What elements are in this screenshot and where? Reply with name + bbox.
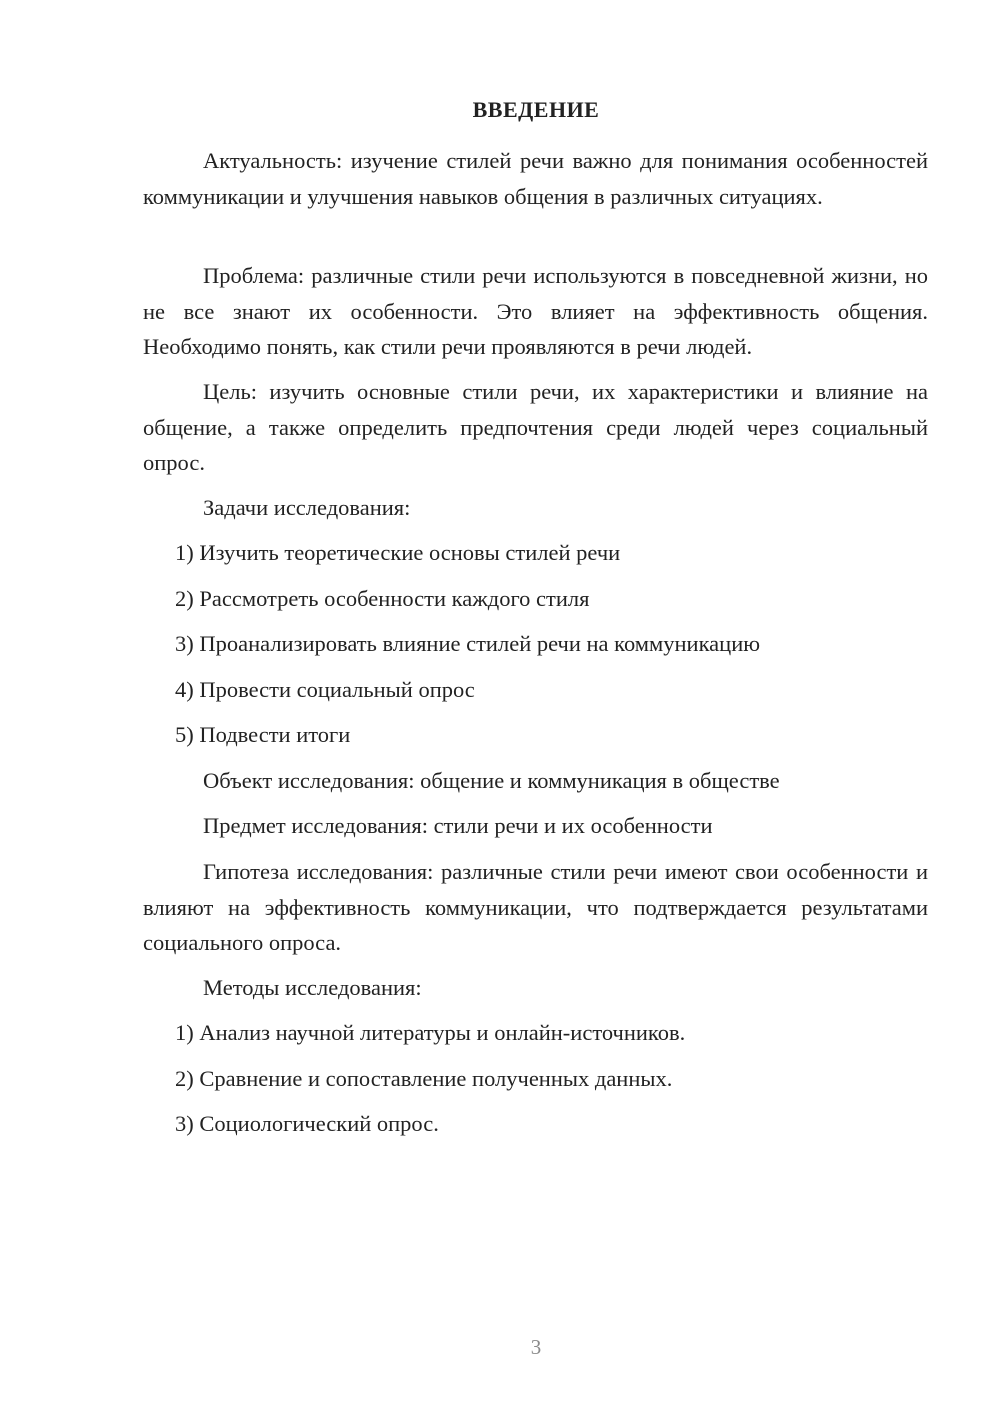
relevance-paragraph: Актуальность: изучение стилей речи важно для понимания особенностей коммуникации и улучшения навыков общения в различных ситуациях. bbox=[143, 148, 928, 209]
task-item: 3) Проанализировать влияние стилей речи на коммуникацию bbox=[175, 631, 761, 656]
problem-paragraph: Проблема: различные стили речи используются в повседневной жизни, но не все знают их особенности. Это влияет на эффективность общения. Необходимо понять, как стили речи проявляются в речи людей. bbox=[143, 263, 928, 359]
section-heading: ВВЕДЕНИЕ bbox=[472, 97, 600, 122]
tasks-title: Задачи исследования: bbox=[203, 495, 411, 520]
page-number: 3 bbox=[530, 1335, 542, 1359]
method-item: 1) Анализ научной литературы и онлайн-источников. bbox=[175, 1020, 686, 1045]
method-item: 3) Социологический опрос. bbox=[175, 1111, 439, 1136]
hypothesis-paragraph: Гипотеза исследования: различные стили речи имеют свои особенности и влияют на эффективность коммуникации, что подтверждается результатами социального опроса. bbox=[143, 859, 928, 955]
task-item: 5) Подвести итоги bbox=[175, 722, 351, 747]
task-item: 4) Провести социальный опрос bbox=[175, 677, 475, 702]
method-item: 2) Сравнение и сопоставление полученных данных. bbox=[175, 1066, 673, 1091]
task-item: 2) Рассмотреть особенности каждого стиля bbox=[175, 586, 590, 611]
goal-paragraph: Цель: изучить основные стили речи, их характеристики и влияние на общение, а также определить предпочтения среди людей через социальный опрос. bbox=[143, 379, 928, 475]
methods-title: Методы исследования: bbox=[203, 975, 422, 1000]
task-item: 1) Изучить теоретические основы стилей речи bbox=[175, 540, 621, 565]
research-object: Объект исследования: общение и коммуникация в обществе bbox=[203, 768, 780, 793]
research-subject: Предмет исследования: стили речи и их особенности bbox=[203, 813, 713, 838]
